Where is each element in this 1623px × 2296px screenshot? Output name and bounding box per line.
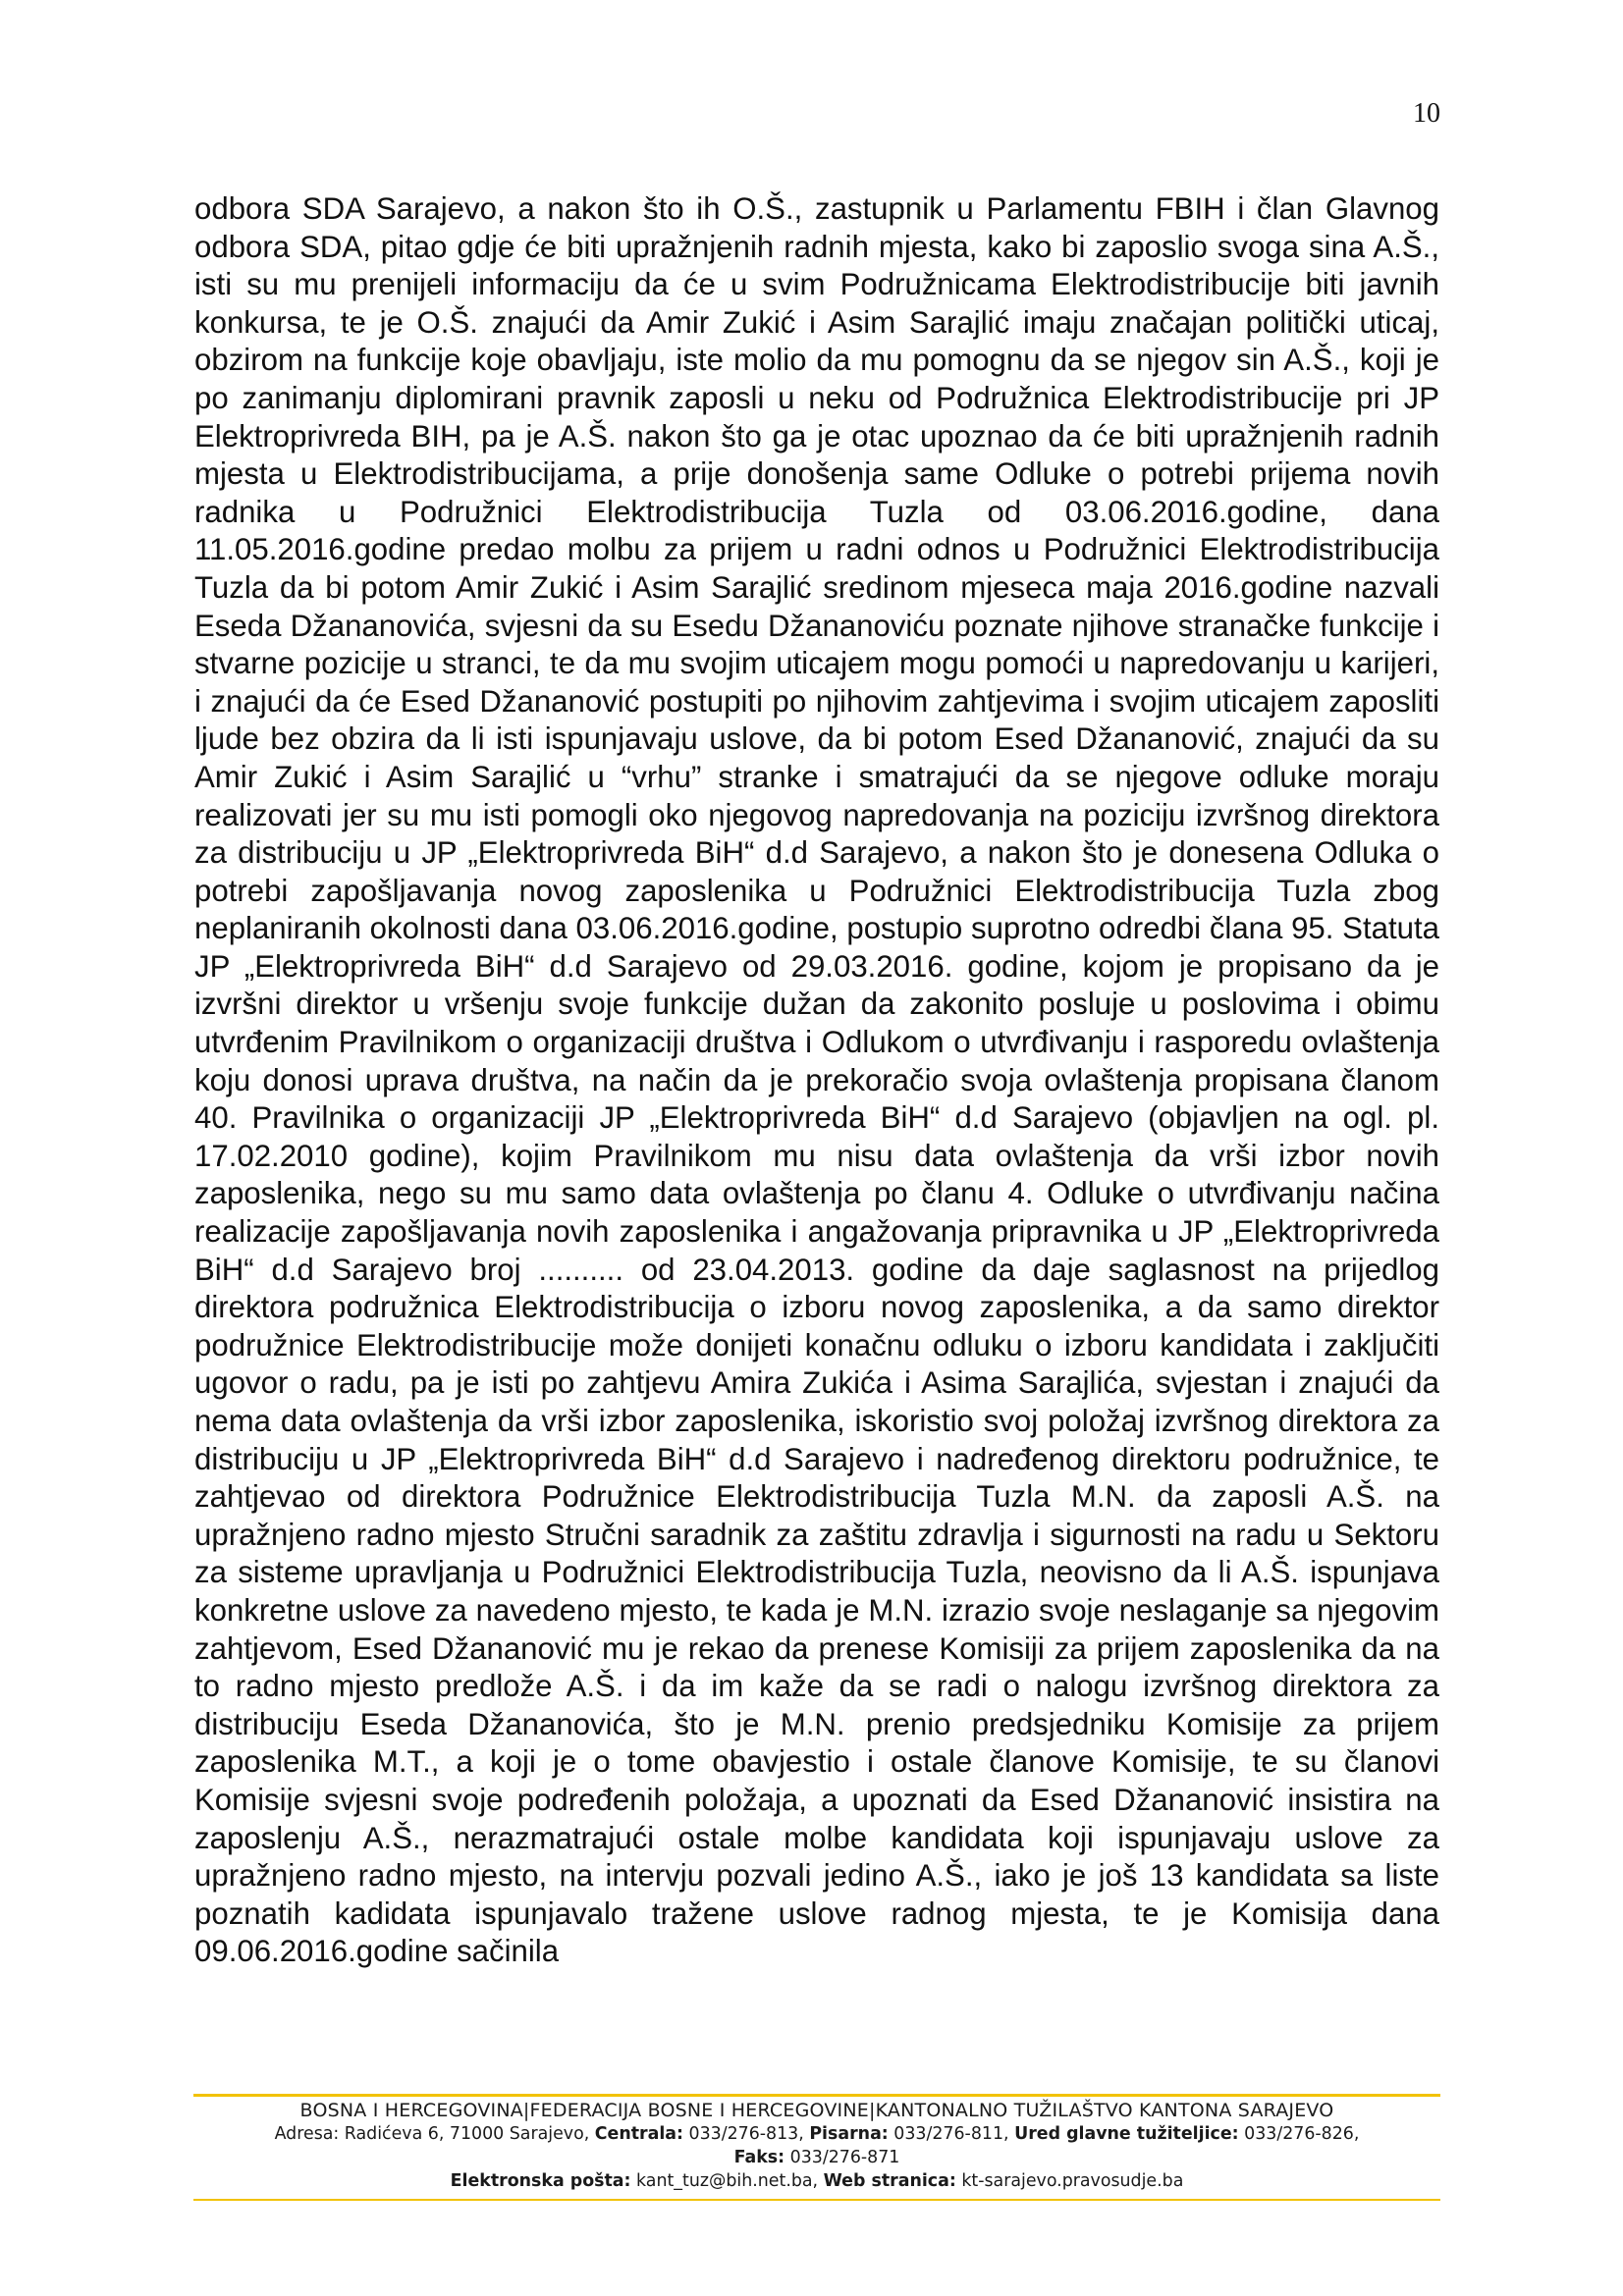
address-label: Adresa:	[274, 2124, 340, 2144]
footer-contacts	[193, 2122, 1440, 2146]
central-label: Centrala:	[594, 2124, 683, 2144]
footer	[193, 2099, 1440, 2193]
web-label: Web stranica:	[823, 2171, 956, 2191]
footer-divider	[193, 2094, 1440, 2097]
footer-bottom-divider	[193, 2199, 1440, 2201]
footer-organization: BOSNA I HERCEGOVINA|FEDERACIJA BOSNE I HERCEGOVINE|KANTONALNO TUŽILAŠTVO KANTONA SARAJEVO	[299, 2100, 1334, 2121]
fax-value: 033/276-871	[784, 2148, 900, 2167]
email-link[interactable]: kant_tuz@bih.net.ba,	[630, 2171, 824, 2191]
chief-label: Ured glavne tužiteljice:	[1014, 2124, 1239, 2144]
web-link[interactable]: kt-sarajevo.pravosudje.ba	[955, 2171, 1184, 2191]
body-paragraph: odbora SDA Sarajevo, a nakon što ih O.Š., zastupnik u Parlamentu FBIH i član Glavnog odbora SDA, pitao gdje će biti upražnjenih radnih mjesta, kako bi zaposlio svoga sina A.Š., isti su mu prenijeli informaciju da će u svim Podružnicama Elektrodistribucije biti javnih konkursa, te je O.Š. znajući da Amir Zukić i Asim Sarajlić imaju značajan politički uticaj, obzirom na funkcije koje obavljaju, iste molio da mu pomognu da se njegov sin A.Š., koji je po zanimanju diplomirani pravnik zaposli u neku od Podružnica Elektrodistribucije pri JP Elektroprivreda BIH, pa je A.Š. nakon što ga je otac upoznao da će biti upražnjenih radnih mjesta u Elektrodistribucijama, a prije donošenja same Odluke o potrebi prijema novih radnika u Podružnici Elektrodistribucija Tuzla od 03.06.2016.godine, dana 11.05.2016.godine predao molbu za prijem u radni odnos u Podružnici Elektrodistribucija Tuzla da bi potom Amir Zukić i Asim Sarajlić sredinom mjeseca maja 2016.godine nazvali Eseda Džananovića, svjesni da su Esedu Džananoviću poznate njihove stranačke funkcije i stvarne pozicije u stranci, te da mu svojim uticajem mogu pomoći u napredovanju u karijeri, i znajući da će Esed Džananović postupiti po njihovim zahtjevima i svojim uticajem zaposliti ljude bez obzira da li isti ispunjavaju uslove, da bi potom Esed Džananović, znajući da su Amir Zukić i Asim Sarajlić u “vrhu” stranke i smatrajući da se njegove odluke moraju realizovati jer su mu isti pomogli oko njegovog napredovanja na poziciju izvršnog direktora za distribuciju u JP „Elektroprivreda BiH“ d.d Sarajevo, a nakon što je donesena Odluka o potrebi zapošljavanja novog zaposlenika u Podružnici Elektrodistribucija Tuzla zbog neplaniranih okolnosti dana 03.06.2016.godine, postupio suprotno odredbi člana 95. Statuta JP „Elektroprivreda BiH“ d.d Sarajevo od 29.03.2016. godine, kojom je propisano da je izvršni direktor u vršenju svoje funkcije dužan da zakonito posluje u poslovima i obimu utvrđenim Pravilnikom o organizaciji društva i Odlukom o utvrđivanju i rasporedu ovlaštenja koju donosi uprava društva, na način da je prekoračio svoja ovlaštenja propisana članom 40. Pravilnika o organizaciji JP „Elektroprivreda BiH“ d.d Sarajevo (objavljen na ogl. pl. 17.02.2010 godine), kojim Pravilnikom mu nisu data ovlaštenja da vrši izbor novih zaposlenika, nego su mu samo data ovlaštenja po članu 4. Odluke o utvrđivanju načina realizacije zapošljavanja novih zaposlenika i angažovanja pripravnika u JP „Elektroprivreda BiH“ d.d Sarajevo broj .......... od 23.04.2013. godine da daje saglasnost na prijedlog direktora podružnica Elektrodistribucija o izboru novog zaposlenika, a da samo direktor podružnice Elektrodistribucije može donijeti konačnu odluku o izboru kandidata i zaključiti ugovor o radu, pa je isti po zahtjevu Amira Zukića i Asima Sarajlića, svjestan i znajući da nema data ovlaštenja da vrši izbor zaposlenika, iskoristio svoj položaj izvršnog direktora za distribuciju u JP „Elektroprivreda BiH“ d.d Sarajevo i nadređenog direktoru podružnice, te zahtjevao od direktora Podružnice Elektrodistribucija Tuzla M.N. da zaposli A.Š. na upražnjeno radno mjesto Stručni saradnik za zaštitu zdravlja i sigurnosti na radu u Sektoru za sisteme upravljanja u Podružnici Elektrodistribucija Tuzla, neovisno da li A.Š. ispunjava konkretne uslove za navedeno mjesto, te kada je M.N. izrazio svoje neslaganje sa njegovim zahtjevom, Esed Džananović mu je rekao da prenese Komisiji za prijem zaposlenika da na to radno mjesto predlože A.Š. i da im kaže da se radi o nalogu izvršnog direktora za distribuciju Eseda Džananovića, što je M.N. prenio predsjedniku Komisije za prijem zaposlenika M.T., a koji je o tome obavjestio i ostale članove Komisije, te su članovi Komisije svjesni svoje podređenih položaja, a upoznati da Esed Džananović insistira na zaposlenju A.Š., nerazmatrajući ostale molbe kandidata koji ispunjavaju uslove za upražnjeno radno mjesto, na intervju pozvali jedino A.Š., iako je još 13 kandidata sa liste poznatih kadidata ispunjavalo tražene uslove radnog mjesta, te je Komisija dana 09.06.2016.godine sačinila	[194, 191, 1439, 1969]
page-number: 10	[1413, 98, 1440, 129]
chief-value: 033/276-826,	[1238, 2124, 1360, 2144]
office-label: Pisarna:	[809, 2124, 889, 2144]
office-value: 033/276-811,	[888, 2124, 1015, 2144]
central-value: 033/276-813,	[683, 2124, 810, 2144]
fax-label: Faks:	[733, 2148, 785, 2167]
address-value: Radićeva 6, 71000 Sarajevo,	[339, 2124, 595, 2144]
footer-online	[193, 2169, 1440, 2193]
footer-fax	[193, 2146, 1440, 2169]
email-label: Elektronska pošta:	[450, 2171, 631, 2191]
